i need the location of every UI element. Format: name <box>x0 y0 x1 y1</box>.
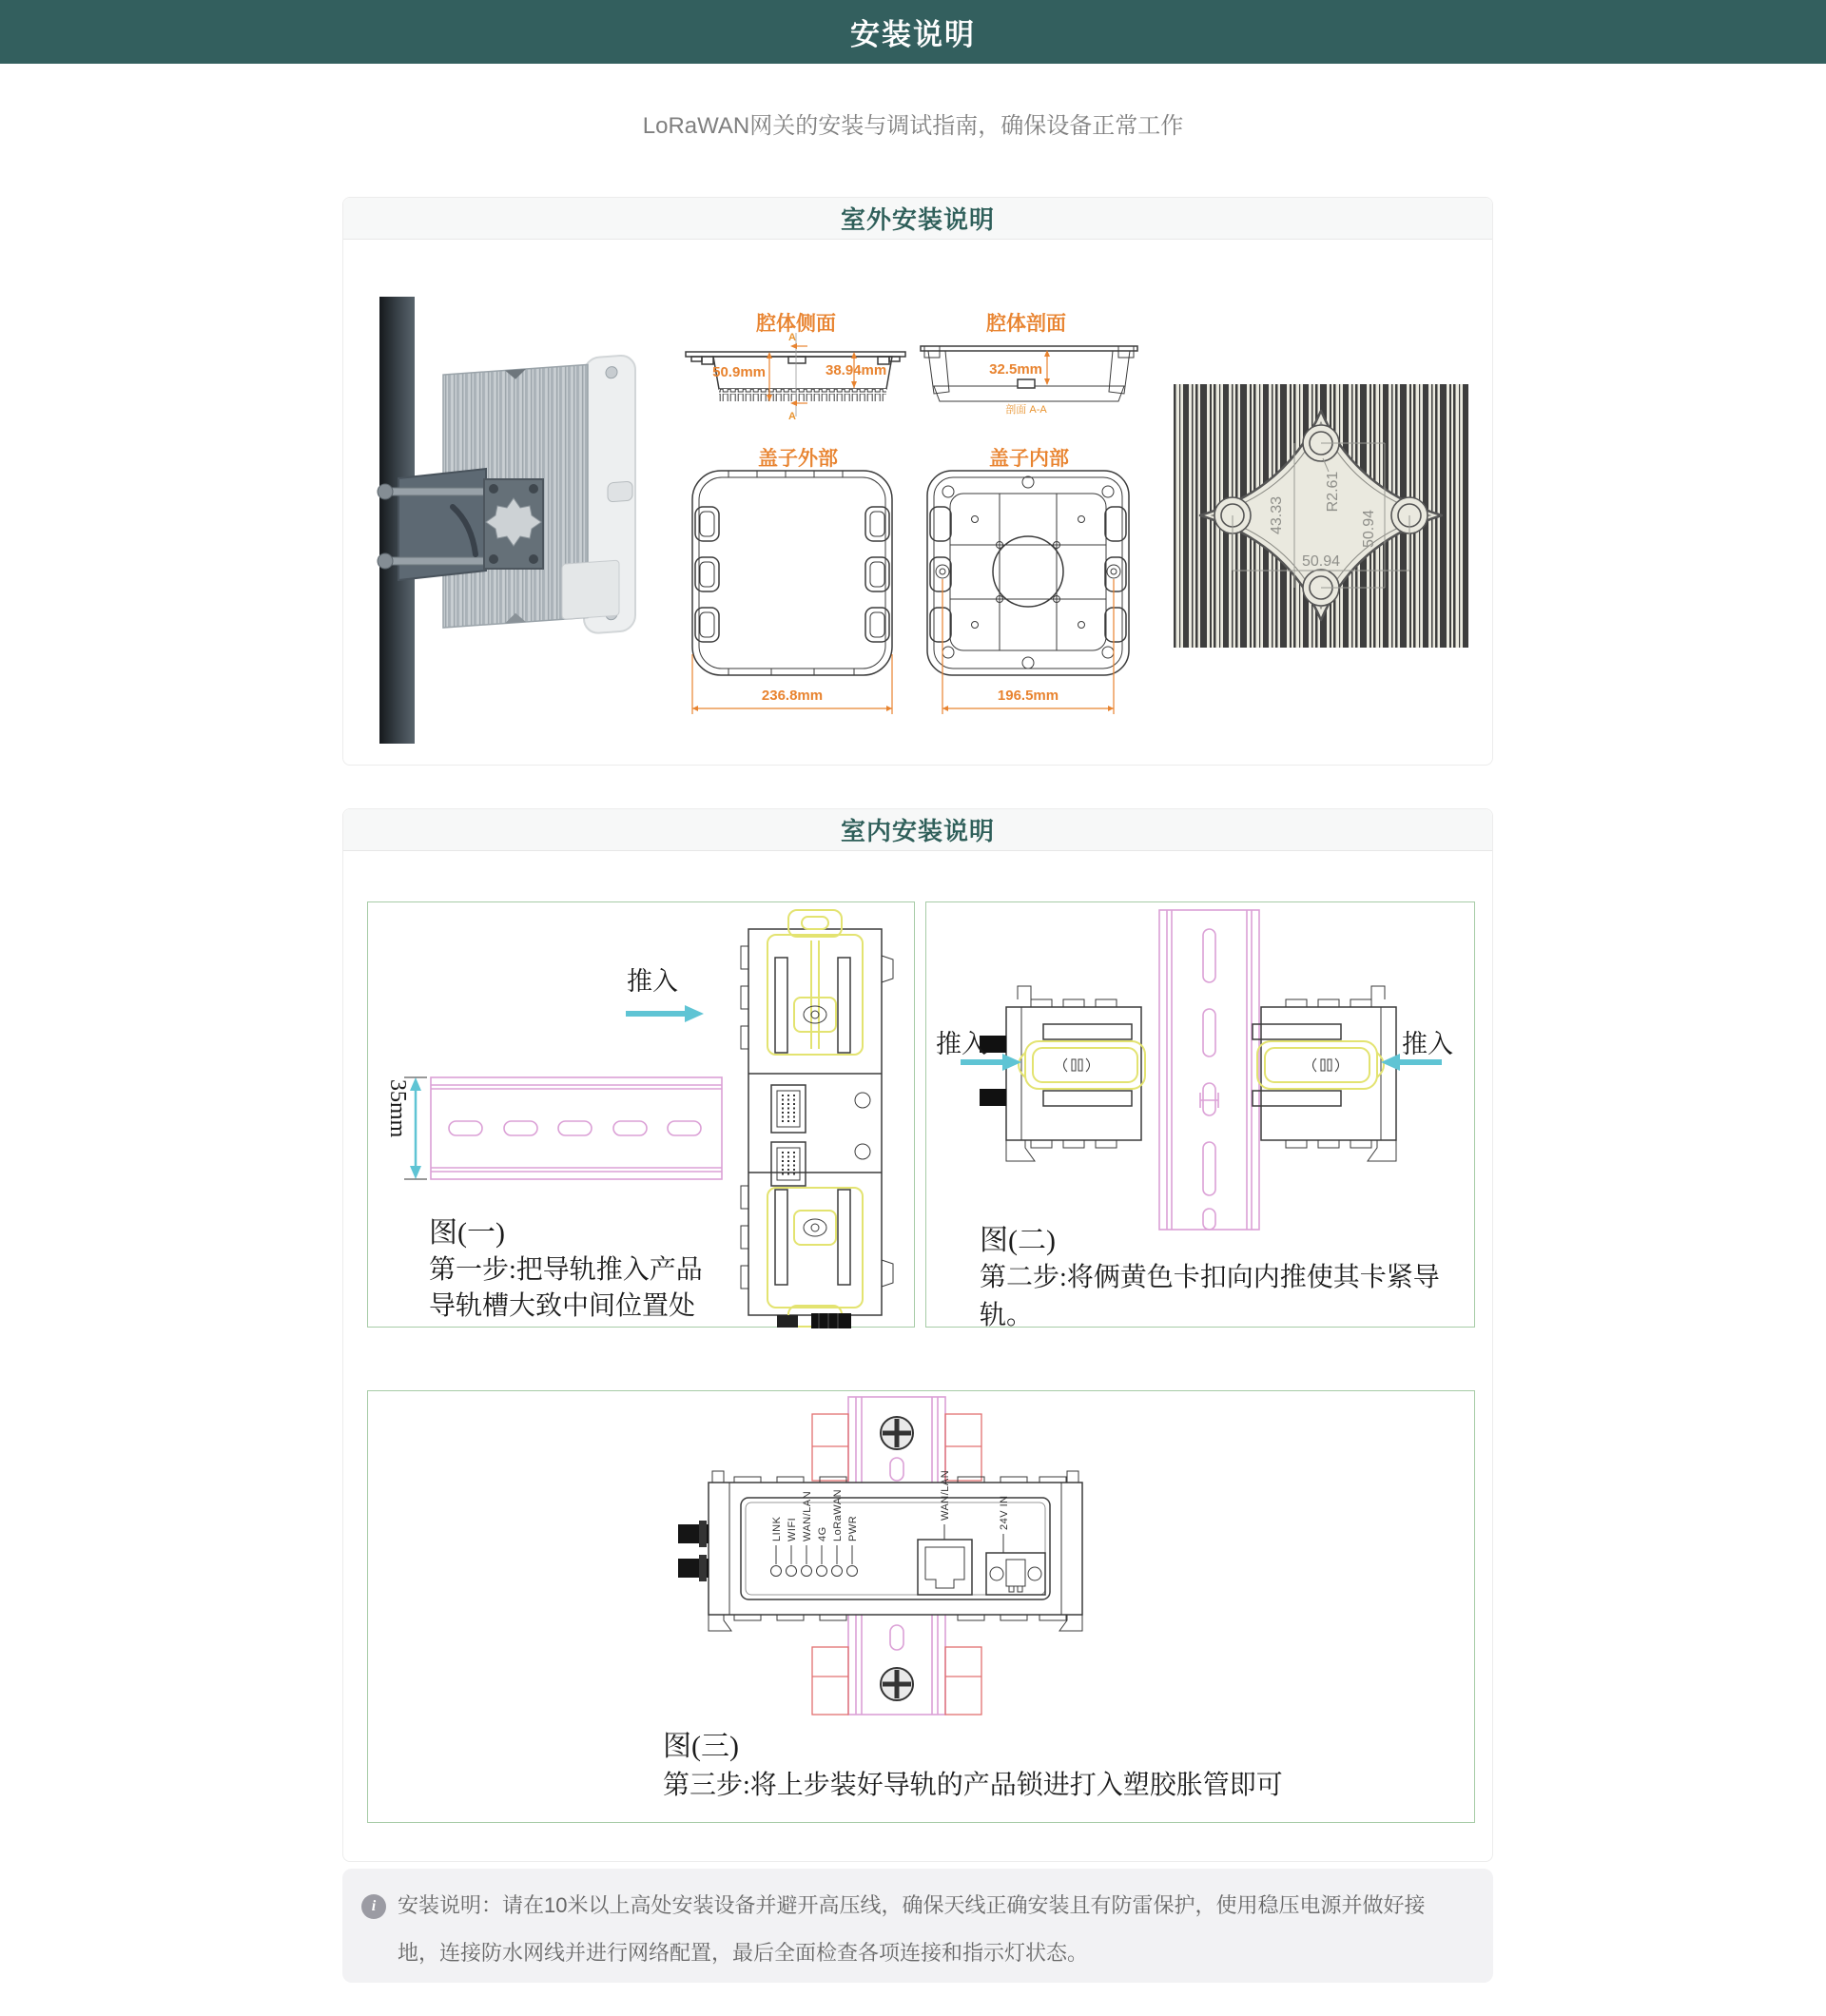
figure-3-box <box>367 1390 1475 1823</box>
indoor-card-title: 室内安装说明 <box>840 817 995 845</box>
mount-pattern-dim-height: 43.33 <box>1269 495 1285 535</box>
fig2-push-left: 推入 <box>936 1030 987 1058</box>
indoor-card-header <box>343 809 1492 851</box>
fig3-caption: 第三步:将上步装好导轨的产品锁进打入塑胶胀管即可 <box>663 1771 1283 1800</box>
rail-screw-bottom <box>881 1668 913 1700</box>
cavity-side-label: 腔体侧面 <box>756 313 836 335</box>
cavity-section-drawing <box>919 344 1139 418</box>
outdoor-card-header <box>343 198 1492 240</box>
section-marker-top: A <box>788 332 796 343</box>
cover-inner-drawing <box>925 469 1131 718</box>
port-label-wanlan: WAN/LAN <box>940 1469 951 1521</box>
cover-inner-dim: 196.5mm <box>997 688 1059 704</box>
install-note <box>342 1869 1493 1983</box>
fig2-caption: 第二步:将俩黄色卡扣向内推使其卡紧导轨。 <box>980 1263 1440 1330</box>
outdoor-card-title: 室外安装说明 <box>840 205 995 234</box>
mount-pattern-dim-radius: R2.61 <box>1325 471 1341 513</box>
cavity-side-drawing <box>684 327 907 422</box>
cover-outer-clips <box>695 507 889 642</box>
antenna-connector <box>980 1089 1006 1106</box>
device-horizontal <box>980 986 1396 1161</box>
cover-outer-dim: 236.8mm <box>761 688 824 704</box>
install-note-text: 安装说明：请在10米以上高处安装设备并避开高压线，确保天线正确安装且有防雷保护，使用稳压电源并做好接地，连接防水网线并进行网络配置，最后全面检查各项连接和指示灯状态。 <box>398 1893 1426 1965</box>
indoor-install-card <box>342 808 1493 1862</box>
rail-screw-top <box>881 1417 913 1449</box>
led-label-wifi: WIFI <box>787 1517 798 1541</box>
cavity-section-label: 腔体剖面 <box>986 313 1066 335</box>
figure-2-box <box>925 901 1475 1328</box>
push-arrow <box>626 1005 704 1022</box>
cover-inner-label: 盖子内部 <box>989 448 1069 470</box>
fig2-title: 图(二) <box>980 1225 1056 1256</box>
cover-outer-drawing <box>690 469 894 718</box>
led-label-link: LINK <box>771 1516 783 1541</box>
din-rail-vertical <box>1159 910 1259 1230</box>
page-header <box>0 0 1826 64</box>
page-title: 安装说明 <box>850 18 976 51</box>
cavity-side-dim-right: 38.94mm <box>826 362 887 378</box>
fig1-push-label: 推入 <box>627 967 678 996</box>
page-subtitle: LoRaWAN网关的安装与调试指南，确保设备正常工作 <box>642 113 1184 139</box>
pole-mount-bracket <box>378 469 543 580</box>
led-label-4g: 4G <box>817 1526 828 1541</box>
cavity-section-dim: 32.5mm <box>989 361 1042 378</box>
section-marker-bottom: A <box>788 411 796 422</box>
cover-outer-edge-ticks <box>728 471 854 675</box>
mount-pattern-drawing <box>1174 384 1468 648</box>
cover-inner-clips <box>930 507 1126 642</box>
outdoor-install-card <box>342 197 1493 766</box>
cover-outer-label: 盖子外部 <box>758 448 838 470</box>
device-front-panel <box>678 1470 1082 1631</box>
led-label-lorawan: LoRaWAN <box>832 1488 844 1541</box>
power-label-24v: 24V IN <box>999 1495 1010 1530</box>
device-vertical <box>741 910 893 1328</box>
led-label-pwr: PWR <box>847 1515 859 1541</box>
figure-1-box <box>367 901 915 1328</box>
cavity-side-dim-left: 50.9mm <box>712 364 766 380</box>
fig1-title: 图(一) <box>429 1217 505 1249</box>
fig2-push-right: 推入 <box>1402 1030 1453 1058</box>
fig3-title: 图(三) <box>663 1731 739 1762</box>
din-rail-horizontal <box>431 1077 722 1179</box>
fig1-caption-line2: 导轨槽大致中间位置处 <box>429 1291 696 1321</box>
pole-mounted-gateway-photo <box>362 293 638 747</box>
mount-pattern-dim-side-h: 50.94 <box>1301 553 1341 570</box>
info-icon: i <box>361 1894 386 1919</box>
fig1-caption-line1: 第一步:把导轨推入产品 <box>429 1255 703 1285</box>
fig1-rail-width: 35mm <box>385 1079 410 1138</box>
figure-3-drawing <box>368 1391 1476 1824</box>
mount-pattern-dim-side-v: 50.94 <box>1361 509 1377 549</box>
led-label-wanlan: WAN/LAN <box>802 1490 813 1541</box>
antenna-connectors <box>678 1521 709 1581</box>
cover-inner-screws <box>942 476 1114 669</box>
cavity-section-caption: 剖面 A-A <box>1005 404 1047 416</box>
